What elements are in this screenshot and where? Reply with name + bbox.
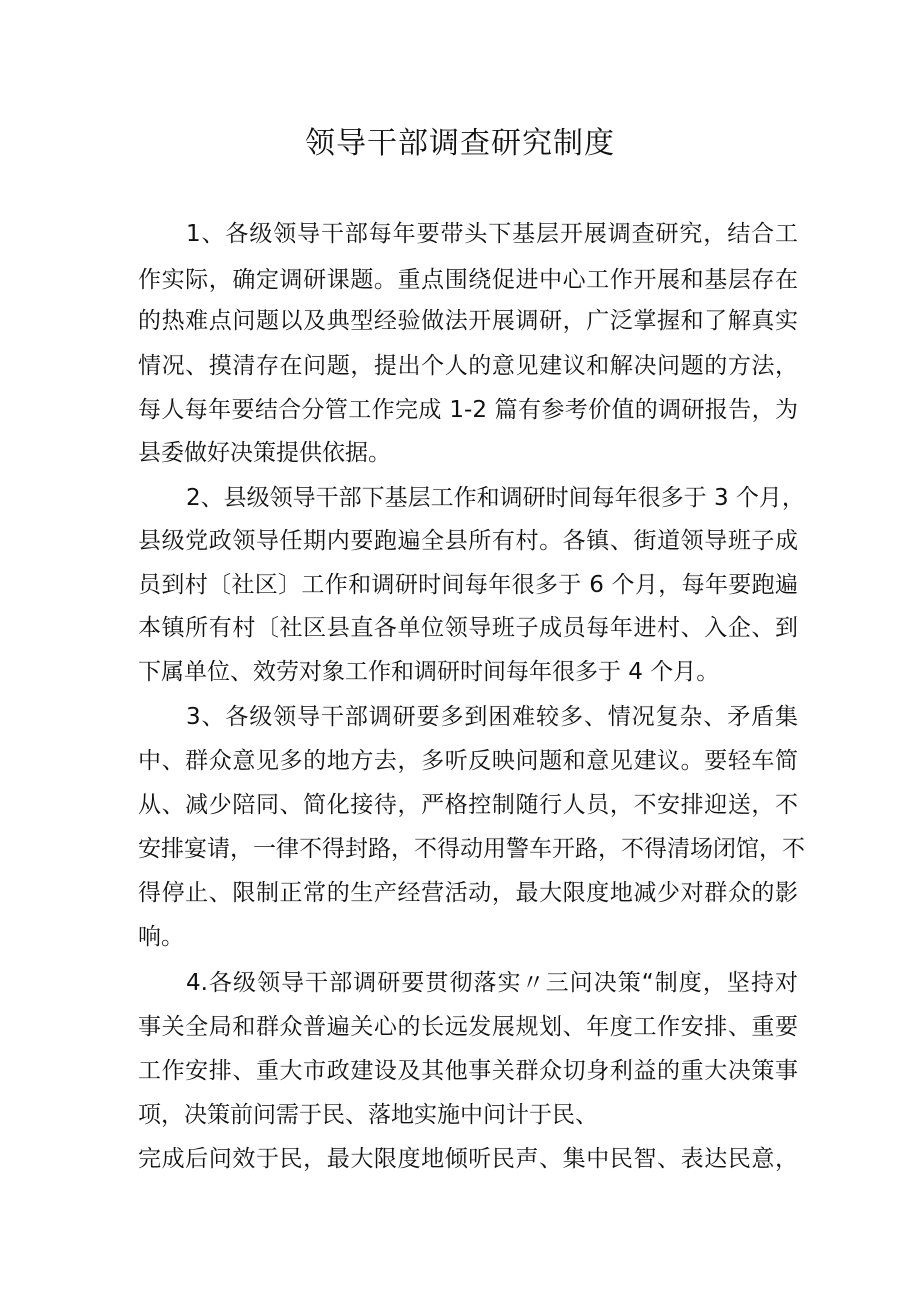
paragraph-1-line-6: 县委做好决策提供依据。 <box>138 440 391 466</box>
paragraph-1-line-4: 情况、摸清存在问题，提出个人的意见建议和解决问题的方法， <box>138 353 798 379</box>
paragraph-1-line-3: 的热难点问题以及典型经验做法开展调研，广泛掌握和了解真实 <box>138 308 798 334</box>
paragraph-1-line-2: 作实际，确定调研课题。重点围绕促进中心工作开展和基层存在 <box>138 267 798 293</box>
document-title: 领导干部调查研究制度 <box>305 126 615 161</box>
paragraph-4-line-4: 项，决策前问需于民、落地实施中问计于民、 <box>138 1102 598 1128</box>
paragraph-3-line-4: 安排宴请，一律不得封路，不得动用警车开路，不得清场闭馆，不 <box>138 836 805 862</box>
paragraph-2-line-3: 员到村〔社区〕工作和调研时间每年很多于 6 个月，每年要跑遍 <box>138 572 798 598</box>
paragraph-3-line-6: 响。 <box>138 924 184 950</box>
paragraph-1-line-1: 1、各级领导干部每年要带头下基层开展调查研究，结合工 <box>186 221 798 247</box>
paragraph-4-line-2: 事关全局和群众普遍关心的长远发展规划、年度工作安排、重要 <box>138 1014 798 1040</box>
paragraph-2-line-1: 2、县级领导干部下基层工作和调研时间每年很多于 3 个月， <box>186 485 805 511</box>
paragraph-2-line-5: 下属单位、效劳对象工作和调研时间每年很多于 4 个月。 <box>138 659 720 685</box>
paragraph-3-line-5: 得停止、限制正常的生产经营活动，最大限度地减少对群众的影 <box>138 880 798 906</box>
paragraph-2-line-4: 本镇所有村〔社区县直各单位领导班子成员每年进村、入企、到 <box>138 615 798 641</box>
paragraph-1-line-5: 每人每年要结合分管工作完成 1-2 篇有参考价值的调研报告，为 <box>138 397 798 423</box>
paragraph-3-line-2: 中、群众意见多的地方去，多听反映问题和意见建议。要轻车简 <box>138 748 798 774</box>
paragraph-4-line-1: 4.各级领导干部调研要贯彻落实〃三问决策“制度，坚持对 <box>186 970 798 996</box>
paragraph-4-line-5: 完成后问效于民，最大限度地倾听民声、集中民智、表达民意， <box>138 1146 798 1172</box>
paragraph-4-line-3: 工作安排、重大市政建设及其他事关群众切身利益的重大决策事 <box>138 1058 798 1084</box>
paragraph-2-line-2: 县级党政领导任期内要跑遍全县所有村。各镇、街道领导班子成 <box>138 528 798 554</box>
paragraph-3-line-3: 从、减少陪同、简化接待，严格控制随行人员，不安排迎送，不 <box>138 792 798 818</box>
paragraph-3-line-1: 3、各级领导干部调研要多到困难较多、情况复杂、矛盾集 <box>186 704 798 730</box>
